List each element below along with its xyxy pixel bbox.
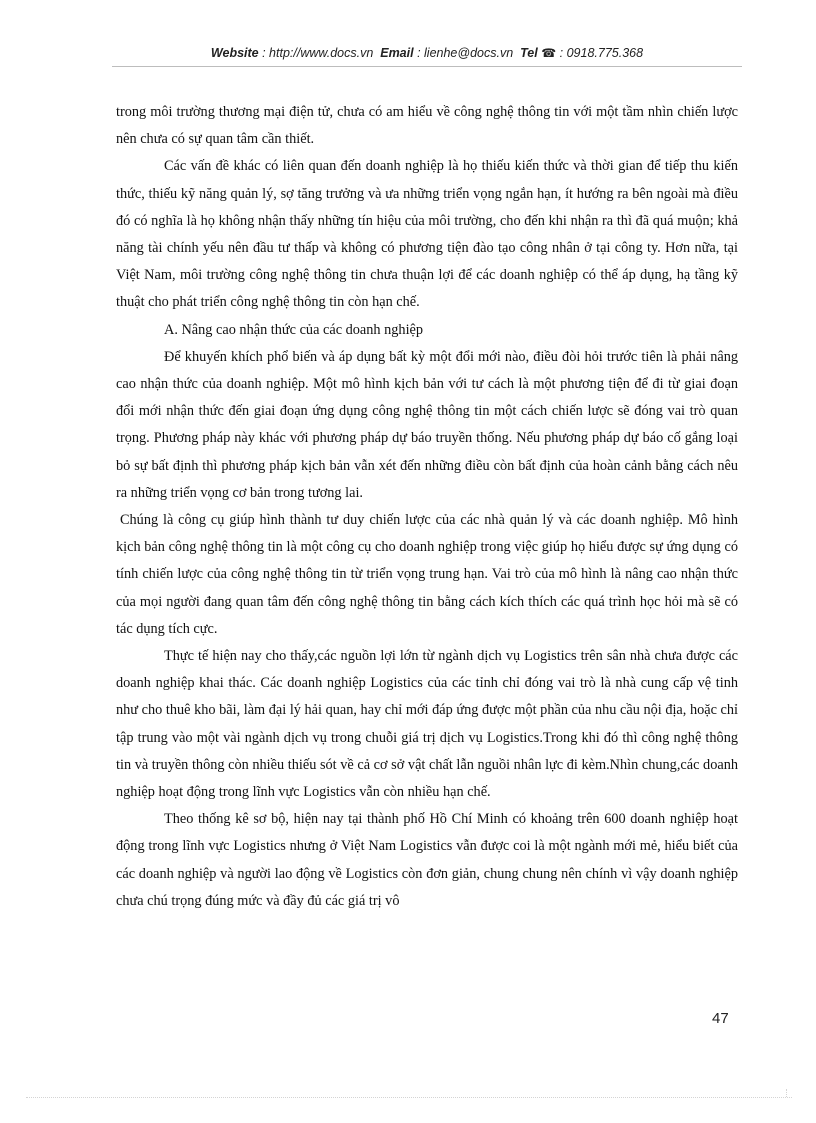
paragraph-awareness: Để khuyến khích phổ biến và áp dụng bất kỳ một đổi mới nào, điều đòi hỏi trước tiên là phải nâng cao nhận thức của doanh nghiệp. Một mô hình kịch bản với tư cách là một phương tiện để đi từ giai đoạn đổi mới nhận thức đến giai đoạn ứng dụng công nghệ thông tin một cách chiến lược sẽ đóng vai trò quan trọng. Phương pháp này khác với phương pháp dự báo truyền thống. Nếu phương pháp dự báo cố gắng loại bỏ sự bất định thì phương pháp kịch bản vẫn xét đến những điều còn bất định của hoàn cảnh bằng cách nêu ra những triển vọng cơ bản trong tương lai. — [116, 348, 738, 501]
email-address: : lienhe@docs.vn — [417, 46, 514, 60]
email-label: Email — [380, 46, 414, 60]
paragraph-strategy-tools: Chúng là công cụ giúp hình thành tư duy chiến lược của các nhà quản lý và các doanh nghiệp. Mô hình kịch bản công nghệ thông tin là một công cụ cho doanh nghiệp trong việc giúp họ hiểu được sự ứng dụng có tính chiến lược của công nghệ thông tin từ triển vọng trung hạn. Vai trò của mô hình là nâng cao nhận thức của mọi người đang quan tâm đến công nghệ thông tin bằng cách kích thích các quá trình học hỏi mà sẽ có tác dụng tích cực. — [116, 512, 738, 637]
paragraph-statistics: Theo thống kê sơ bộ, hiện nay tại thành phố Hồ Chí Minh có khoảng trên 600 doanh nghiệp hoạt động trong lĩnh vực Logistics nhưng ở Việt Nam Logistics vẫn được coi là một ngành mới mẻ, hiểu biết của các doanh nghiệp và người lao động về Logistics còn đơn giản, chung chung nên chính vì vậy doanh nghiệp chưa chú trọng đúng mức và đầy đủ các giá trị vô — [116, 811, 738, 909]
section-heading: A. Nâng cao nhận thức của các doanh nghiệp — [164, 321, 424, 338]
footer-divider — [26, 1097, 792, 1098]
header-divider — [112, 66, 742, 67]
paragraph-business-issues: Các vấn đề khác có liên quan đến doanh nghiệp là họ thiếu kiến thức và thời gian để tiếp thu kiến thức, thiếu kỹ năng quản lý, sợ tăng trưởng và ưa những triển vọng ngắn hạn, ít hướng ra bên ngoài mà điều đó có nghĩa là họ không nhận thấy những tín hiệu của môi trường, cho đến khi nhận ra thì đã quá muộn; khả năng tài chính yếu nên đầu tư thấp và không có phương tiện đào tạo công nhân ở tại công ty. Hơn nữa, tại Việt Nam, môi trường công nghệ thông tin chưa thuận lợi để các doanh nghiệp có thể áp dụng, hạ tầng kỹ thuật cho phát triển công nghệ thông tin còn hạn chế. — [116, 158, 738, 311]
phone-icon: ☎ — [541, 46, 557, 60]
website-label: Website — [210, 46, 259, 60]
page-header — [112, 46, 742, 60]
website-url: : http://www.docs.vn — [262, 46, 374, 60]
phone-number: : 0918.775.368 — [559, 46, 644, 60]
corner-mark — [786, 1089, 793, 1097]
tel-label: Tel — [520, 46, 538, 60]
paragraph-logistics-reality: Thực tế hiện nay cho thấy,các nguồn lợi lớn từ ngành dịch vụ Logistics trên sân nhà chưa được các doanh nghiệp khai thác. Các doanh nghiệp Logistics của các tỉnh chỉ đóng vai trò là nhà cung cấp vệ tinh như cho thuê kho bãi, làm đại lý hải quan, hay chỉ mới đáp ứng được một phần của nhu cầu nội địa, hoặc chỉ tập trung vào một vài ngành dịch vụ trong chuỗi giá trị dịch vụ Logistics.Trong khi đó thì công nghệ thông tin và truyền thông còn nhiều thiếu sót về cả cơ sở vật chất lẫn nguồi nhân lực đi kèm.Nhìn chung,các doanh nghiệp hoạt động trong lĩnh vực Logistics vẫn còn nhiều hạn chế. — [116, 648, 738, 801]
document-body — [116, 99, 738, 915]
page-number: 47 — [712, 1010, 729, 1027]
paragraph-continuation: trong môi trường thương mại điện tử, chưa có am hiểu về công nghệ thông tin với một tầm nhìn chiến lược nên chưa có sự quan tâm cần thiết. — [116, 104, 738, 148]
